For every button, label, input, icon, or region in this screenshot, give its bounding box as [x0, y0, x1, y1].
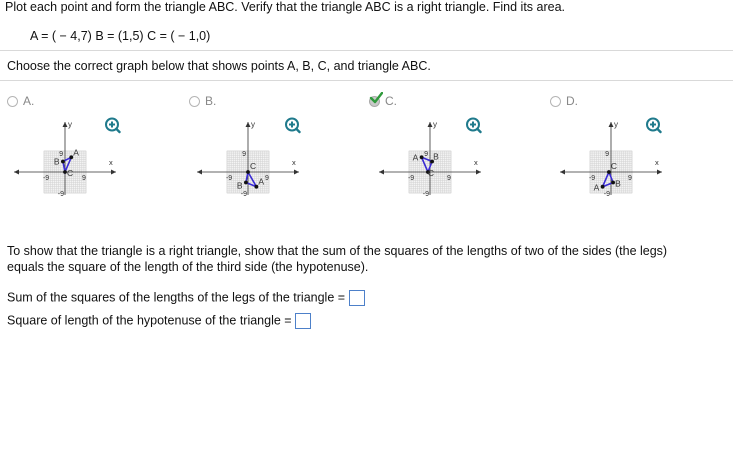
x-axis-arrow-right [476, 170, 481, 175]
graph-option-d[interactable] [548, 118, 673, 214]
x-tick-label: -9 [588, 175, 596, 182]
radio-button[interactable] [369, 96, 380, 107]
legs-label: Sum of the squares of the lengths of the legs of the triangle = [7, 290, 346, 305]
option-d[interactable] [550, 94, 578, 108]
point-b [61, 160, 65, 164]
y-axis-arrow-up [428, 122, 433, 127]
point-label-b: B [53, 156, 60, 167]
point-label-c: C [250, 161, 257, 171]
x-axis-arrow-right [657, 170, 662, 175]
point-b [244, 181, 248, 185]
checkmark-icon [369, 92, 383, 104]
x-axis-arrow-left [379, 170, 384, 175]
x-axis-arrow-right [294, 170, 299, 175]
point-label-c: C [427, 168, 435, 178]
y-tick-label: 9 [59, 151, 63, 159]
option-letter: C. [385, 94, 397, 108]
y-tick-label: 9 [242, 151, 246, 159]
point-label-a: A [73, 147, 79, 158]
y-axis-label: y [251, 120, 255, 129]
x-axis-label: x [292, 158, 296, 167]
y-tick-label: -9 [422, 191, 429, 198]
y-tick-label: 9 [605, 151, 609, 159]
point-a [420, 155, 424, 159]
graph-option-a[interactable] [2, 118, 127, 214]
option-letter: A. [23, 94, 35, 108]
option-a[interactable] [7, 94, 34, 108]
point-label-a: A [593, 182, 600, 193]
hypotenuse-answer-input[interactable] [295, 313, 311, 329]
x-axis-arrow-left [560, 170, 565, 175]
point-label-b: B [615, 178, 621, 189]
x-axis-label: x [474, 158, 478, 167]
graph-option-c[interactable] [367, 118, 492, 214]
y-tick-label: 9 [424, 151, 428, 159]
x-axis-arrow-right [111, 170, 116, 175]
point-label-b: B [433, 151, 439, 162]
x-tick-label: 9 [446, 175, 451, 182]
option-letter: D. [566, 94, 578, 108]
y-axis-arrow-up [246, 122, 251, 127]
option-letter: B. [205, 94, 217, 108]
y-axis-arrow-up [609, 122, 614, 127]
point-label-c: C [610, 161, 618, 171]
x-tick-label: 9 [81, 175, 86, 182]
x-tick-label: 9 [264, 175, 269, 182]
point-label-b: B [236, 180, 243, 191]
x-axis-label: x [109, 158, 113, 167]
hypotenuse-label: Square of length of the hypotenuse of the triangle = [7, 313, 292, 328]
x-tick-label: 9 [627, 175, 632, 182]
x-axis-arrow-left [197, 170, 202, 175]
radio-button[interactable] [550, 96, 561, 107]
x-tick-label: -9 [42, 175, 50, 182]
choose-text: Choose the correct graph below that shows points A, B, C, and triangle ABC. [7, 59, 431, 73]
radio-button[interactable] [7, 96, 18, 107]
y-axis-label: y [433, 120, 437, 129]
divider [0, 50, 733, 51]
question-prompt: Plot each point and form the triangle ABC. Verify that the triangle ABC is a right triangle. Find its area. [5, 0, 566, 14]
y-tick-label: -9 [603, 191, 610, 198]
option-b[interactable] [189, 94, 216, 108]
point-label-a: A [412, 152, 419, 163]
explanation-text: To show that the triangle is a right triangle, show that the sum of the squares of the lengths of two of the sides (the legs) equals the square of the length of the third side (the hypotenuse). [7, 244, 668, 274]
point-label-a: A [258, 176, 265, 187]
y-axis-arrow-up [63, 122, 68, 127]
x-tick-label: -9 [225, 175, 233, 182]
point-a [601, 185, 605, 189]
graph-option-b[interactable] [185, 118, 310, 214]
y-tick-label: -9 [240, 191, 247, 198]
y-axis-label: y [614, 120, 618, 129]
option-c[interactable] [369, 94, 397, 108]
hypotenuse-row [7, 313, 311, 329]
points-line: A = ( − 4,7) B = (1,5) C = ( − 1,0) [30, 29, 211, 43]
legs-answer-input[interactable] [349, 290, 365, 306]
radio-button[interactable] [189, 96, 200, 107]
legs-row [7, 290, 365, 306]
x-axis-label: x [655, 158, 659, 167]
divider [0, 80, 733, 81]
point-label-c: C [67, 168, 74, 178]
x-tick-label: -9 [407, 175, 415, 182]
x-axis-arrow-left [14, 170, 19, 175]
y-axis-label: y [68, 120, 72, 129]
y-tick-label: -9 [57, 191, 64, 198]
